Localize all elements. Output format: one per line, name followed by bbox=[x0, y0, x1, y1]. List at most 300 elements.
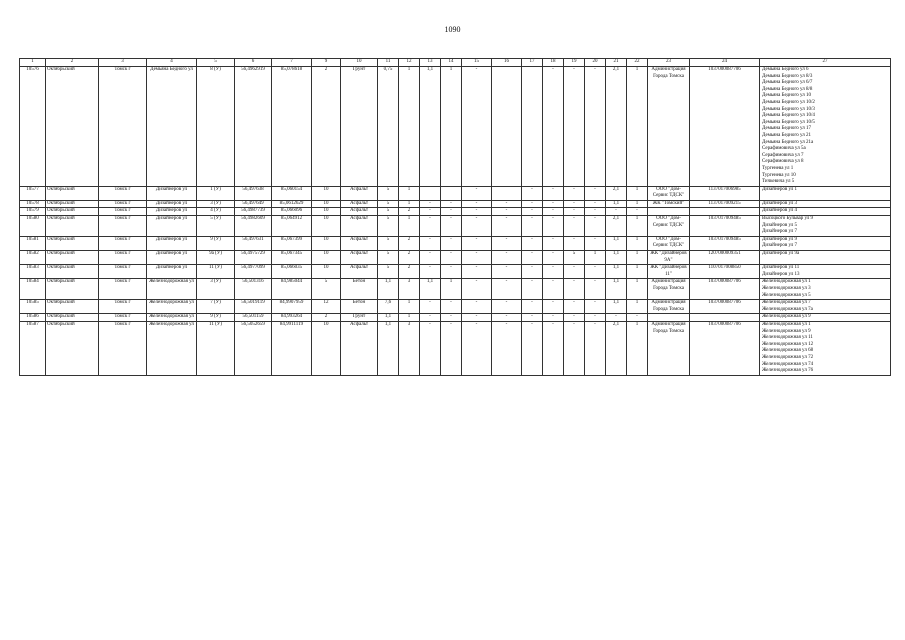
cell-c9: 10 bbox=[312, 186, 341, 200]
address-line: Дизайнеров ул 13 bbox=[762, 271, 800, 277]
cell-c18: - bbox=[543, 186, 564, 200]
cell-addresses bbox=[760, 300, 891, 314]
cell-c21: 2,1 bbox=[606, 216, 627, 237]
cell-c20: - bbox=[585, 279, 606, 300]
cell-street: Дизайнеров ул bbox=[147, 236, 197, 250]
cell-c14: 1 bbox=[441, 279, 462, 300]
table-row bbox=[20, 236, 891, 250]
cell-city: Томск г bbox=[99, 67, 147, 187]
address-line: Серафимовича ул 8 bbox=[762, 159, 804, 165]
cell-c13: - bbox=[420, 200, 441, 208]
cell-ogrn bbox=[690, 208, 760, 216]
address-line: Дизайнеров ул 1 bbox=[762, 186, 797, 192]
address-line: Железнодорожная ул 72 bbox=[762, 354, 814, 360]
cell-owner bbox=[648, 314, 690, 322]
cell-street: Дизайнеров ул bbox=[147, 200, 197, 208]
cell-c11: 5 bbox=[378, 200, 399, 208]
cell-city: Томск г bbox=[99, 236, 147, 250]
cell-c21: 1,1 bbox=[606, 251, 627, 265]
cell-addresses bbox=[760, 216, 891, 237]
cell-lat: 56,4975729 bbox=[235, 251, 272, 265]
cell-c16 bbox=[492, 186, 522, 200]
column-header: 17 bbox=[522, 59, 543, 67]
cell-district: Октябрьский bbox=[46, 200, 99, 208]
cell-id: 10579 bbox=[20, 208, 46, 216]
address-line: Демьяна Бедного ул 10/2 bbox=[762, 99, 815, 105]
cell-c11: 1,1 bbox=[378, 279, 399, 300]
cell-owner bbox=[648, 208, 690, 216]
cell-c16: - bbox=[492, 200, 522, 208]
column-header: 6 bbox=[235, 59, 272, 67]
cell-id: 10583 bbox=[20, 265, 46, 279]
cell-c22: 1 bbox=[627, 200, 648, 208]
cell-c14: - bbox=[441, 208, 462, 216]
cell-c20: - bbox=[585, 314, 606, 322]
address-line: Дизайнеров ул 3 bbox=[762, 200, 797, 206]
cell-city: Томск г bbox=[99, 300, 147, 314]
cell-c12: 1 bbox=[399, 200, 420, 208]
cell-c22: 1 bbox=[627, 321, 648, 375]
address-line: Железнодорожная ул 12 bbox=[762, 341, 814, 347]
cell-c21: 1,1 bbox=[606, 300, 627, 314]
table-row bbox=[20, 265, 891, 279]
address-line: Железнодорожная ул 1 bbox=[762, 279, 811, 285]
cell-c22: 1 bbox=[627, 251, 648, 265]
cell-c11: 5 bbox=[378, 216, 399, 237]
cell-c18: - bbox=[543, 265, 564, 279]
cell-c12: 2 bbox=[399, 208, 420, 216]
cell-c15: - bbox=[462, 321, 492, 375]
column-header: 19 bbox=[564, 59, 585, 67]
table-row bbox=[20, 200, 891, 208]
table-row bbox=[20, 208, 891, 216]
table-row bbox=[20, 67, 891, 187]
cell-c9: 12 bbox=[312, 300, 341, 314]
cell-street: Дизайнеров ул bbox=[147, 216, 197, 237]
column-header: 23 bbox=[648, 59, 690, 67]
column-header: 4 bbox=[147, 59, 197, 67]
cell-addresses bbox=[760, 208, 891, 216]
cell-c17: - bbox=[522, 314, 543, 322]
cell-c19: - bbox=[564, 265, 585, 279]
cell-c15: - bbox=[462, 216, 492, 237]
cell-c22: 1 bbox=[627, 236, 648, 250]
cell-addresses bbox=[760, 279, 891, 300]
cell-district: Октябрьский bbox=[46, 314, 99, 322]
cell-c9: 2 bbox=[312, 314, 341, 322]
cell-c10: Асфальт bbox=[341, 216, 378, 237]
cell-district: Октябрьский bbox=[46, 216, 99, 237]
cell-c16: - bbox=[492, 321, 522, 375]
cell-c15: - bbox=[462, 208, 492, 216]
cell-c16: - bbox=[492, 314, 522, 322]
cell-c19: - bbox=[564, 321, 585, 375]
cell-c14: - bbox=[441, 216, 462, 237]
cell-c20: - bbox=[585, 321, 606, 375]
cell-ogrn: 1037017009485 bbox=[690, 236, 760, 250]
address-line: Дизайнеров ул 4 bbox=[762, 208, 797, 214]
cell-c15: - bbox=[462, 300, 492, 314]
cell-ogrn: 1137017006985 bbox=[690, 186, 760, 200]
cell-c16: - bbox=[492, 279, 522, 300]
cell-city: Томск г bbox=[99, 314, 147, 322]
address-line: Железнодорожная ул 11 bbox=[762, 335, 813, 341]
cell-addresses bbox=[760, 67, 891, 187]
cell-owner: Администрация Города Томска bbox=[648, 300, 690, 314]
cell-c20: - bbox=[585, 186, 606, 200]
address-line: Тургенева ул 1 bbox=[762, 165, 794, 171]
cell-lon: 85,064912 bbox=[272, 216, 312, 237]
column-header: 16 bbox=[492, 59, 522, 67]
address-line: Железнодорожная ул 5 bbox=[762, 292, 811, 298]
cell-c18: - bbox=[543, 200, 564, 208]
cell-c11: 5 bbox=[378, 251, 399, 265]
cell-id: 10586 bbox=[20, 314, 46, 322]
cell-c19: - bbox=[564, 279, 585, 300]
cell-house: 9 (У) bbox=[197, 236, 235, 250]
cell-c12: 1 bbox=[399, 300, 420, 314]
cell-c19: - bbox=[564, 216, 585, 237]
table-row bbox=[20, 186, 891, 200]
cell-c15: - bbox=[462, 314, 492, 322]
column-header: 22 bbox=[627, 59, 648, 67]
address-line: Дизайнеров ул 11 bbox=[762, 265, 800, 271]
cell-c14: - bbox=[441, 314, 462, 322]
cell-c10: Асфальт bbox=[341, 265, 378, 279]
cell-c12: 2 bbox=[399, 251, 420, 265]
column-header: 12 bbox=[399, 59, 420, 67]
cell-c18: - bbox=[543, 216, 564, 237]
cell-c10: Бетон bbox=[341, 279, 378, 300]
cell-street: Дизайнеров ул bbox=[147, 208, 197, 216]
cell-c13: - bbox=[420, 251, 441, 265]
address-line: Дизайнеров ул 5 bbox=[762, 222, 797, 228]
cell-c14: - bbox=[441, 265, 462, 279]
cell-c19: - bbox=[564, 300, 585, 314]
cell-c12: 3 bbox=[399, 279, 420, 300]
cell-house: 4 (У) bbox=[197, 208, 235, 216]
cell-c10: Асфальт bbox=[341, 208, 378, 216]
table-row bbox=[20, 251, 891, 265]
cell-id: 10580 bbox=[20, 216, 46, 237]
cell-district: Октябрьский bbox=[46, 236, 99, 250]
address-line: Серафимовича ул 7 bbox=[762, 152, 804, 158]
cell-c20: - bbox=[585, 200, 606, 208]
column-header: 13 bbox=[420, 59, 441, 67]
cell-c22: 1 bbox=[627, 265, 648, 279]
column-header: 7 bbox=[272, 59, 312, 67]
cell-city: Томск г bbox=[99, 251, 147, 265]
cell-c10: Асфальт bbox=[341, 186, 378, 200]
column-header: 5 bbox=[197, 59, 235, 67]
cell-id: 10576 bbox=[20, 67, 46, 187]
cell-house: 11 (У) bbox=[197, 321, 235, 375]
cell-c16: - bbox=[492, 251, 522, 265]
cell-addresses bbox=[760, 200, 891, 208]
cell-c16: - bbox=[492, 208, 522, 216]
cell-c11: 1,1 bbox=[378, 321, 399, 375]
cell-ogrn: 1107017008850 bbox=[690, 265, 760, 279]
cell-c22: 1 bbox=[627, 300, 648, 314]
cell-c15: - bbox=[462, 265, 492, 279]
cell-c15: - bbox=[462, 236, 492, 250]
cell-c14: - bbox=[441, 300, 462, 314]
address-line: Демьяна Бедного ул 10/4 bbox=[762, 113, 815, 119]
cell-c12: 1 bbox=[399, 314, 420, 322]
address-line: Демьяна Бедного ул 6/7 bbox=[762, 80, 813, 86]
cell-city: Томск г bbox=[99, 186, 147, 200]
cell-c18: - bbox=[543, 321, 564, 375]
cell-c9: 10 bbox=[312, 251, 341, 265]
cell-c9: 10 bbox=[312, 321, 341, 375]
cell-c18: - bbox=[543, 251, 564, 265]
cell-c10: Грунт bbox=[341, 67, 378, 187]
cell-id: 10585 bbox=[20, 300, 46, 314]
cell-lon: 84,985044 bbox=[272, 279, 312, 300]
cell-id: 10578 bbox=[20, 200, 46, 208]
cell-c9: 10 bbox=[312, 236, 341, 250]
cell-id: 10584 bbox=[20, 279, 46, 300]
cell-c11: 0,75 bbox=[378, 67, 399, 187]
cell-addresses bbox=[760, 251, 891, 265]
cell-c21: 2,1 bbox=[606, 321, 627, 375]
cell-city: Томск г bbox=[99, 208, 147, 216]
column-header: 21 bbox=[606, 59, 627, 67]
cell-c11: 5 bbox=[378, 236, 399, 250]
cell-house: 8 (У) bbox=[197, 67, 235, 187]
cell-c21: 1,1 bbox=[606, 279, 627, 300]
cell-c17: - bbox=[522, 236, 543, 250]
cell-owner: ООО "Дом-Сервис ТДСК" bbox=[648, 186, 690, 200]
cell-city: Томск г bbox=[99, 216, 147, 237]
cell-street: Демьяна Бедного ул bbox=[147, 67, 197, 187]
cell-c15: - bbox=[462, 200, 492, 208]
registry-table bbox=[19, 58, 891, 376]
cell-c22: 1 bbox=[627, 67, 648, 187]
cell-c10: Асфальт bbox=[341, 236, 378, 250]
cell-c11: 1,1 bbox=[378, 314, 399, 322]
cell-c10: Бетон bbox=[341, 300, 378, 314]
cell-house: 9 (У) bbox=[197, 314, 235, 322]
cell-addresses bbox=[760, 265, 891, 279]
cell-id: 10577 bbox=[20, 186, 46, 200]
cell-c18: - bbox=[543, 236, 564, 250]
address-line: Железнодорожная ул 3 bbox=[762, 286, 811, 291]
cell-c14: - bbox=[441, 321, 462, 375]
cell-district: Октябрьский bbox=[46, 300, 99, 314]
cell-c12: 2 bbox=[399, 265, 420, 279]
cell-c19: - bbox=[564, 186, 585, 200]
cell-c15: - bbox=[462, 67, 492, 187]
cell-lon: 85,0612629 bbox=[272, 200, 312, 208]
cell-c22: 1 bbox=[627, 216, 648, 237]
cell-district: Октябрьский bbox=[46, 186, 99, 200]
cell-house: 11 (У) bbox=[197, 265, 235, 279]
cell-c20: - bbox=[585, 236, 606, 250]
cell-ogrn: 1037000087706 bbox=[690, 321, 760, 375]
column-header: 1 bbox=[20, 59, 46, 67]
cell-c17: - bbox=[522, 200, 543, 208]
address-line: Дизайнеров ул 9 bbox=[762, 236, 797, 242]
cell-lat: 56,5052659 bbox=[235, 321, 272, 375]
address-line: Серафимовича ул 5а bbox=[762, 146, 806, 152]
cell-c13: - bbox=[420, 236, 441, 250]
column-header: 11 bbox=[378, 59, 399, 67]
cell-c16 bbox=[492, 67, 522, 187]
column-header: 20 bbox=[585, 59, 606, 67]
cell-c17: - bbox=[522, 216, 543, 237]
cell-c20: - bbox=[585, 208, 606, 216]
cell-c20: - bbox=[585, 216, 606, 237]
cell-c17: - bbox=[522, 186, 543, 200]
cell-street: Железнодорожная ул bbox=[147, 279, 197, 300]
address-line: Железнодорожная ул 74 bbox=[762, 361, 814, 367]
address-line: Железнодорожная ул 7 bbox=[762, 300, 811, 306]
cell-c11: 5 bbox=[378, 208, 399, 216]
column-header: 24 bbox=[690, 59, 760, 67]
cell-c12: 3 bbox=[399, 321, 420, 375]
cell-c19: 5 bbox=[564, 251, 585, 265]
cell-city: Томск г bbox=[99, 321, 147, 375]
cell-c17 bbox=[522, 67, 543, 187]
address-line: Железнодорожная ул 7а bbox=[762, 306, 813, 312]
cell-c15: - bbox=[462, 279, 492, 300]
cell-c21: 2,1 bbox=[606, 67, 627, 187]
cell-owner: Администрация Города Томска bbox=[648, 321, 690, 375]
cell-owner: Администрация Города Томска bbox=[648, 67, 690, 187]
cell-owner: ООО "Дом-Сервис ТДСК" bbox=[648, 216, 690, 237]
cell-lon: 85,078618 bbox=[272, 67, 312, 187]
address-line: Демьяна Бедного ул 21 bbox=[762, 132, 812, 138]
cell-ogrn: 1037000087706 bbox=[690, 279, 760, 300]
cell-lat: 56,4987739 bbox=[235, 208, 272, 216]
cell-street: Дизайнеров ул bbox=[147, 251, 197, 265]
cell-lon: 84,993264 bbox=[272, 314, 312, 322]
cell-c13 bbox=[420, 186, 441, 200]
cell-house: 9а (У) bbox=[197, 251, 235, 265]
cell-c13: - bbox=[420, 300, 441, 314]
column-header: 2 bbox=[46, 59, 99, 67]
cell-district: Октябрьский bbox=[46, 265, 99, 279]
cell-district: Октябрьский bbox=[46, 208, 99, 216]
cell-c17: - bbox=[522, 300, 543, 314]
cell-c21: 1,1 bbox=[606, 200, 627, 208]
header-row bbox=[20, 59, 891, 67]
cell-lat: 56,497649 bbox=[235, 200, 272, 208]
address-line: Демьяна Бедного ул 10 bbox=[762, 93, 812, 99]
cell-c22: - bbox=[627, 314, 648, 322]
cell-lat: 56,4982609 bbox=[235, 216, 272, 237]
cell-ogrn: 1037017009485 bbox=[690, 216, 760, 237]
cell-c10: Асфальт bbox=[341, 200, 378, 208]
cell-c9: 5 bbox=[312, 279, 341, 300]
page-number: 1090 bbox=[444, 25, 461, 34]
address-line: Демьяна Бедного ул 6 bbox=[762, 67, 809, 72]
cell-c17: - bbox=[522, 279, 543, 300]
cell-c18: - bbox=[543, 67, 564, 187]
cell-district: Октябрьский bbox=[46, 321, 99, 375]
cell-addresses bbox=[760, 236, 891, 250]
cell-street: Дизайнеров ул bbox=[147, 265, 197, 279]
cell-addresses bbox=[760, 186, 891, 200]
cell-ogrn: 1137017009215 bbox=[690, 200, 760, 208]
cell-c19: - bbox=[564, 314, 585, 322]
address-line: Демьяна Бедного ул 10/5 bbox=[762, 119, 815, 125]
address-line: Демьяна Бедного ул 8/3 bbox=[762, 73, 813, 79]
cell-owner: ООО "Дом-Сервис ТДСК" bbox=[648, 236, 690, 250]
cell-c16: - bbox=[492, 300, 522, 314]
address-line: Дизайнеров ул 7 bbox=[762, 243, 797, 249]
cell-c20: 1 bbox=[585, 251, 606, 265]
column-header: 15 bbox=[462, 59, 492, 67]
column-header: 27 bbox=[760, 59, 891, 67]
cell-c18: - bbox=[543, 314, 564, 322]
cell-lon: 85,060154 bbox=[272, 186, 312, 200]
cell-lat: 56,501159 bbox=[235, 314, 272, 322]
cell-c19: - bbox=[564, 236, 585, 250]
address-line: Демьяна Бедного ул 21а bbox=[762, 139, 814, 145]
cell-c14: - bbox=[441, 236, 462, 250]
cell-c13: - bbox=[420, 321, 441, 375]
cell-lat: 56,4977099 bbox=[235, 265, 272, 279]
address-line: Демьяна Бедного ул 17 bbox=[762, 126, 812, 132]
cell-c12: 1 bbox=[399, 67, 420, 187]
cell-c16: - bbox=[492, 236, 522, 250]
column-header: 10 bbox=[341, 59, 378, 67]
address-line: Железнодорожная ул 9 bbox=[762, 314, 811, 320]
address-line: Демьяна Бедного ул 8/8 bbox=[762, 86, 813, 92]
cell-c14 bbox=[441, 186, 462, 200]
cell-lat: 56,5019119 bbox=[235, 300, 272, 314]
cell-c17: - bbox=[522, 265, 543, 279]
address-line: Железнодорожная ул 68 bbox=[762, 348, 814, 354]
cell-c10: Грунт bbox=[341, 314, 378, 322]
cell-c20: - bbox=[585, 300, 606, 314]
address-line: Дизайнеров ул 9а bbox=[762, 251, 800, 257]
cell-c22: - bbox=[627, 208, 648, 216]
cell-ogrn: 1037000087706 bbox=[690, 300, 760, 314]
cell-c13: - bbox=[420, 216, 441, 237]
cell-street: Железнодорожная ул bbox=[147, 314, 197, 322]
cell-c14: - bbox=[441, 251, 462, 265]
cell-c21: - bbox=[606, 208, 627, 216]
cell-c11: 5 bbox=[378, 265, 399, 279]
cell-ogrn: 1207000009351 bbox=[690, 251, 760, 265]
cell-city: Томск г bbox=[99, 279, 147, 300]
cell-c21: 1,1 bbox=[606, 236, 627, 250]
cell-c12: 1 bbox=[399, 216, 420, 237]
cell-c13: 1,1 bbox=[420, 67, 441, 187]
cell-c13: - bbox=[420, 265, 441, 279]
cell-c10: Асфальт bbox=[341, 251, 378, 265]
cell-street: Дизайнеров ул bbox=[147, 186, 197, 200]
cell-owner: Администрация Города Томска bbox=[648, 279, 690, 300]
cell-c16: - bbox=[492, 216, 522, 237]
cell-c13: 1,1 bbox=[420, 279, 441, 300]
cell-c21: 2,1 bbox=[606, 186, 627, 200]
cell-street: Железнодорожная ул bbox=[147, 321, 197, 375]
cell-c9: 10 bbox=[312, 216, 341, 237]
cell-lat: 56,501316 bbox=[235, 279, 272, 300]
cell-lat: 56,4962919 bbox=[235, 67, 272, 187]
address-line: Высоцкого Бульвар ул 9 bbox=[762, 216, 814, 222]
cell-c11: 5 bbox=[378, 186, 399, 200]
cell-lon: 84,9911119 bbox=[272, 321, 312, 375]
table-row bbox=[20, 300, 891, 314]
cell-district: Октябрьский bbox=[46, 251, 99, 265]
cell-c15: - bbox=[462, 251, 492, 265]
cell-district: Октябрьский bbox=[46, 67, 99, 187]
